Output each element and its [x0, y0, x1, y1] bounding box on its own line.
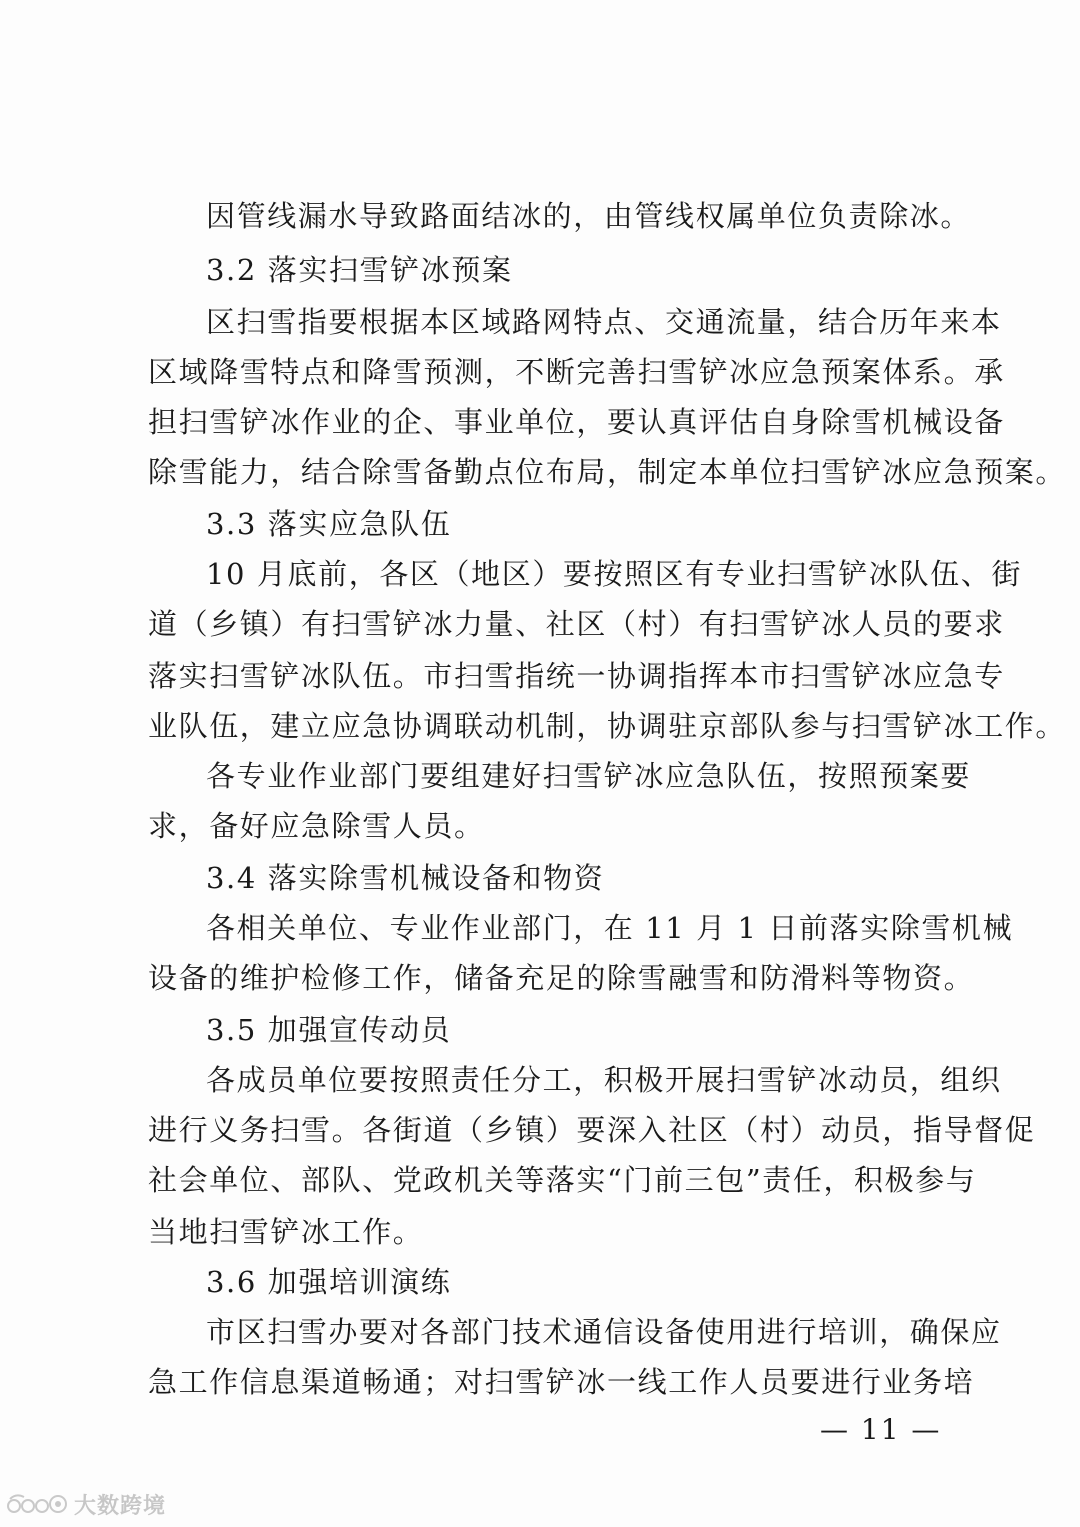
paragraph-line: 社会单位、部队、党政机关等落实“门前三包”责任，积极参与: [148, 1163, 977, 1197]
paragraph-line: 落实扫雪铲冰队伍。市扫雪指统一协调指挥本市扫雪铲冰应急专: [148, 659, 1005, 693]
paragraph-line: 10 月底前，各区（地区）要按照区有专业扫雪铲冰队伍、街: [206, 557, 1022, 591]
paragraph-line: 设备的维护检修工作，储备充足的除雪融雪和防滑料等物资。: [148, 961, 975, 995]
paragraph-line: 区域降雪特点和降雪预测，不断完善扫雪铲冰应急预案体系。承: [148, 355, 1005, 389]
paragraph-line: 当地扫雪铲冰工作。: [148, 1215, 424, 1249]
paragraph-line: 担扫雪铲冰作业的企、事业单位，要认真评估自身除雪机械设备: [148, 405, 1005, 439]
section-heading: 3.5 加强宣传动员: [206, 1013, 452, 1047]
section-heading: 3.6 加强培训演练: [206, 1265, 452, 1299]
weibo-logo-icon: [6, 1491, 68, 1517]
paragraph-line: 除雪能力，结合除雪备勤点位布局，制定本单位扫雪铲冰应急预案。: [148, 455, 1067, 489]
paragraph-line: 急工作信息渠道畅通；对扫雪铲冰一线工作人员要进行业务培: [148, 1365, 975, 1399]
paragraph-line: 区扫雪指要根据本区域路网特点、交通流量，结合历年来本: [206, 305, 1002, 339]
paragraph-line: 各专业作业部门要组建好扫雪铲冰应急队伍，按照预案要: [206, 759, 972, 793]
paragraph-line: 求，备好应急除雪人员。: [148, 809, 485, 843]
paragraph-line: 各相关单位、专业作业部门，在 11 月 1 日前落实除雪机械: [206, 911, 1014, 945]
paragraph-line: 各成员单位要按照责任分工，积极开展扫雪铲冰动员，组织: [206, 1063, 1002, 1097]
page-number: — 11 —: [820, 1413, 942, 1446]
paragraph-line: 市区扫雪办要对各部门技术通信设备使用进行培训，确保应: [206, 1315, 1002, 1349]
paragraph-line: 因管线漏水导致路面结冰的，由管线权属单位负责除冰。: [206, 199, 972, 233]
section-heading: 3.2 落实扫雪铲冰预案: [206, 253, 513, 287]
paragraph-line: 业队伍，建立应急协调联动机制，协调驻京部队参与扫雪铲冰工作。: [148, 709, 1067, 743]
watermark: [6, 1488, 166, 1520]
paragraph-line: 道（乡镇）有扫雪铲冰力量、社区（村）有扫雪铲冰人员的要求: [148, 607, 1005, 641]
paragraph-line: 进行义务扫雪。各街道（乡镇）要深入社区（村）动员，指导督促: [148, 1113, 1036, 1147]
section-heading: 3.3 落实应急队伍: [206, 507, 452, 541]
watermark-text: 大数跨境: [74, 1493, 167, 1519]
section-heading: 3.4 落实除雪机械设备和物资: [206, 861, 605, 895]
